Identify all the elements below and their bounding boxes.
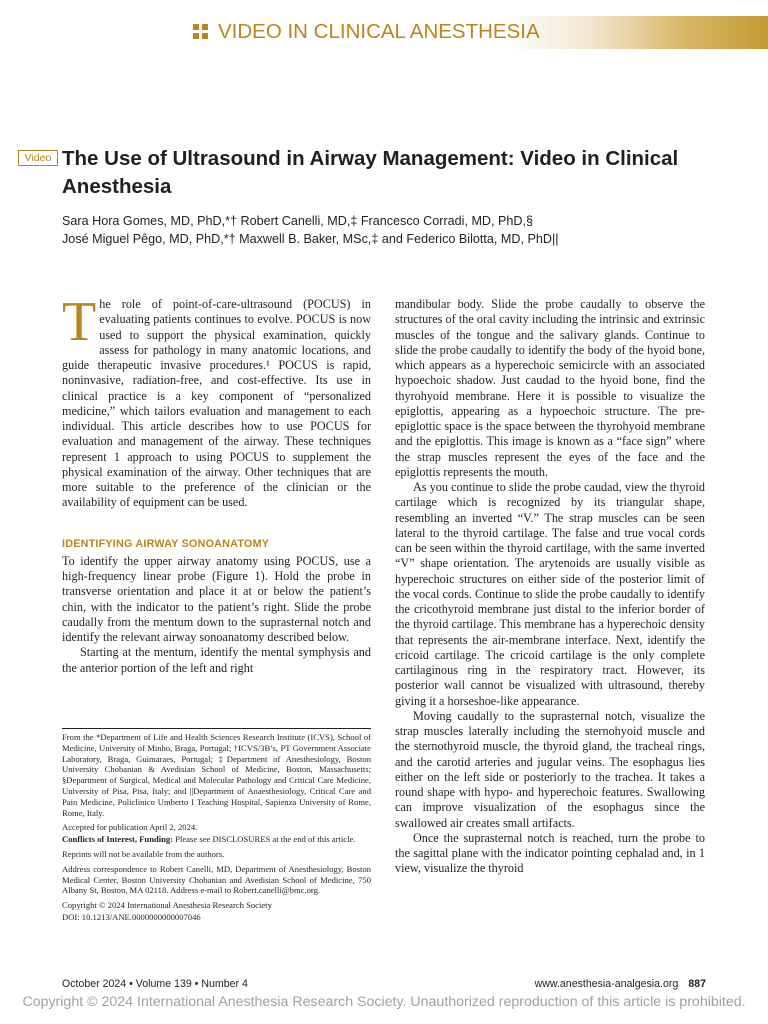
copyright-note: Copyright © 2024 International Anesthesia Research Society	[62, 900, 272, 911]
journal-website-link[interactable]: www.anesthesia-analgesia.org	[534, 978, 679, 990]
conflicts-note	[62, 834, 371, 845]
intro-text: he role of point-of-care-ultrasound (POCUS) in evaluating patients continues to evolve. POCUS is now used to support the physical examination, quickly assess for pathology in many anatomic locations, and guide therapeutic invasive procedures.¹ POCUS is rapid, noninvasive, radiation-free, and cost-effective. Its use in clinical practice is a key component of “personalized medicine,” which tailors evaluation and management to each individual. This article describes how to use POCUS for evaluation and management of the airway. These techniques represent 1 approach to using POCUS to supplement the physical examination of the airway. Other techniques that are more suitable to the preference of the clinician or the availability of equipment can be used.	[62, 297, 371, 510]
section-heading: IDENTIFYING AIRWAY SONOANATOMY	[62, 537, 270, 550]
video-badge[interactable]: Video	[18, 150, 58, 166]
four-squares-icon	[193, 24, 209, 40]
paragraph-right-2: As you continue to slide the probe caudad, view the thyroid cartilage which is recognized by its triangular shape, resembling an inverted “V.” The strap muscles can be seen lateral to the thyroid cartilage. The false and true vocal cords can be seen within the thyroid cartilage, with the same inverted “V” shape orientation. The arytenoids are usually visible as hyperechoic structures on either side of the posterior limit of the vocal cords. Continue to slide the probe caudally to identify the cricothyroid membrane just distal to the inferior border of the thyroid cartilage. This membrane has a hyperechoic density that represents the air-membrane interface. Next, identify the cricoid cartilage. The cricoid cartilage is the only complete cartilaginous ring in the respiratory tract. However, its posterior wall cannot be visualized with ultrasound, thereby giving it a horseshoe-like appearance.	[395, 480, 705, 708]
footnotes	[62, 728, 371, 927]
author-list	[62, 212, 722, 248]
affiliations: From the *Department of Life and Health Sciences Research Institute (ICVS), School of Medicine, University of Minho, Braga, Portugal; †ICVS/3B’s, PT Government Associate Laboratory, Braga, Guimaraes, Portugal; ‡Department of Anesthesiology, Boston University Chobanian & Avedisian School of Medicine, Boston, Massachusetts; §Department of Surgical, Medical and Molecular Pathology and Critical Care Medicine, University of Pisa, Pisa, Italy; and ||Department of Anaesthesiology, Critical Care and Pain Medicine, Policlinico Umberto I Teaching Hospital, Sapienza University of Rome, Rome, Italy.	[62, 732, 371, 818]
paragraph-airway-2: Starting at the mentum, identify the mental symphysis and the anterior portion of the left and right	[62, 645, 371, 675]
intro-paragraph	[62, 291, 371, 511]
conflicts-text: Please see DISCLOSURES at the end of this article.	[173, 834, 356, 845]
correspondence-address: Address correspondence to Robert Canelli, MD, Department of Anesthesiology, Boston Medical Center, Boston University Chobanian and Avedisian School of Medicine, 750 Albany St, Boston, MA 02118. Address e-mail to Robert.canelli@bmc.org.	[62, 863, 371, 896]
paragraph-right-4: Once the suprasternal notch is reached, turn the probe to the sagittal plane with the indicator pointing cephalad and, in 1 view, visualize the thyroid	[395, 830, 705, 876]
section-label: VIDEO IN CLINICAL ANESTHESIA	[218, 20, 540, 43]
copyright-watermark: Copyright © 2024 International Anesthesia Research Society. Unauthorized reproduction of this article is prohibited.	[22, 994, 746, 1010]
authors-line-2: José Miguel Pêgo, MD, PhD,*† Maxwell B. Baker, MSc,‡ and Federico Bilotta, MD, PhD||	[62, 232, 559, 246]
issue-info: October 2024 • Volume 139 • Number 4	[62, 978, 248, 990]
conflicts-label: Conflicts of Interest, Funding:	[62, 834, 174, 845]
right-column	[395, 297, 705, 877]
article-title: The Use of Ultrasound in Airway Management: Video in Clinical Anesthesia	[62, 147, 679, 198]
doi[interactable]: DOI: 10.1213/ANE.0000000000007046	[62, 911, 201, 922]
paragraph-right-1: mandibular body. Slide the probe caudally to observe the structures of the oral cavity including the intrinsic and extrinsic muscles of the tongue and the salivary glands. Continue to slide the probe caudally to identify the body of the hyoid bone, which appears as a hyperechoic semicircle with an associated hypoechoic shadow. Just caudad to the hyoid bone, find the thyrohyoid membrane. Here it is possible to visualize the epiglottis, appearing as a hypoechoic structure. The pre-epiglottic space is the space between the thyrohyoid membrane and the epiglottis. This image is known as a “face sign” where the strap muscles represent the eyes of the face and the epiglottis represents the mouth.	[395, 297, 705, 479]
left-column	[62, 291, 371, 676]
drop-cap: T	[62, 291, 97, 353]
authors-line-1: Sara Hora Gomes, MD, PhD,*† Robert Canelli, MD,‡ Francesco Corradi, MD, PhD,§	[62, 214, 534, 228]
page-number: 887	[688, 978, 706, 990]
paragraph-airway-1: To identify the upper airway anatomy using POCUS, use a high-frequency linear probe (Figure 1). Hold the probe in transverse orientation and place it at or below the patient’s chin, with the indicator to the patient’s right. Slide the probe caudally from the mentum down to the suprasternal notch and identify the relevant airway sonoanatomy described below.	[62, 553, 371, 644]
reprints-note: Reprints will not be available from the authors.	[62, 848, 225, 859]
section-banner	[185, 16, 768, 49]
accepted-date: Accepted for publication April 2, 2024.	[62, 822, 198, 833]
paragraph-right-3: Moving caudally to the suprasternal notch, visualize the strap muscles laterally including the sternohyoid muscle and the sternothyroid muscle, the thyroid gland, the tracheal rings, and the carotid arteries and jugular veins. The esophagus lies either on the left side or posteriorly to the trachea. It takes a round shape with hypo- and hyperechoic features. Swallowing can improve visualization of the esophagus since the swallowed air creates small artifacts.	[395, 708, 705, 830]
footer-right	[535, 978, 706, 990]
